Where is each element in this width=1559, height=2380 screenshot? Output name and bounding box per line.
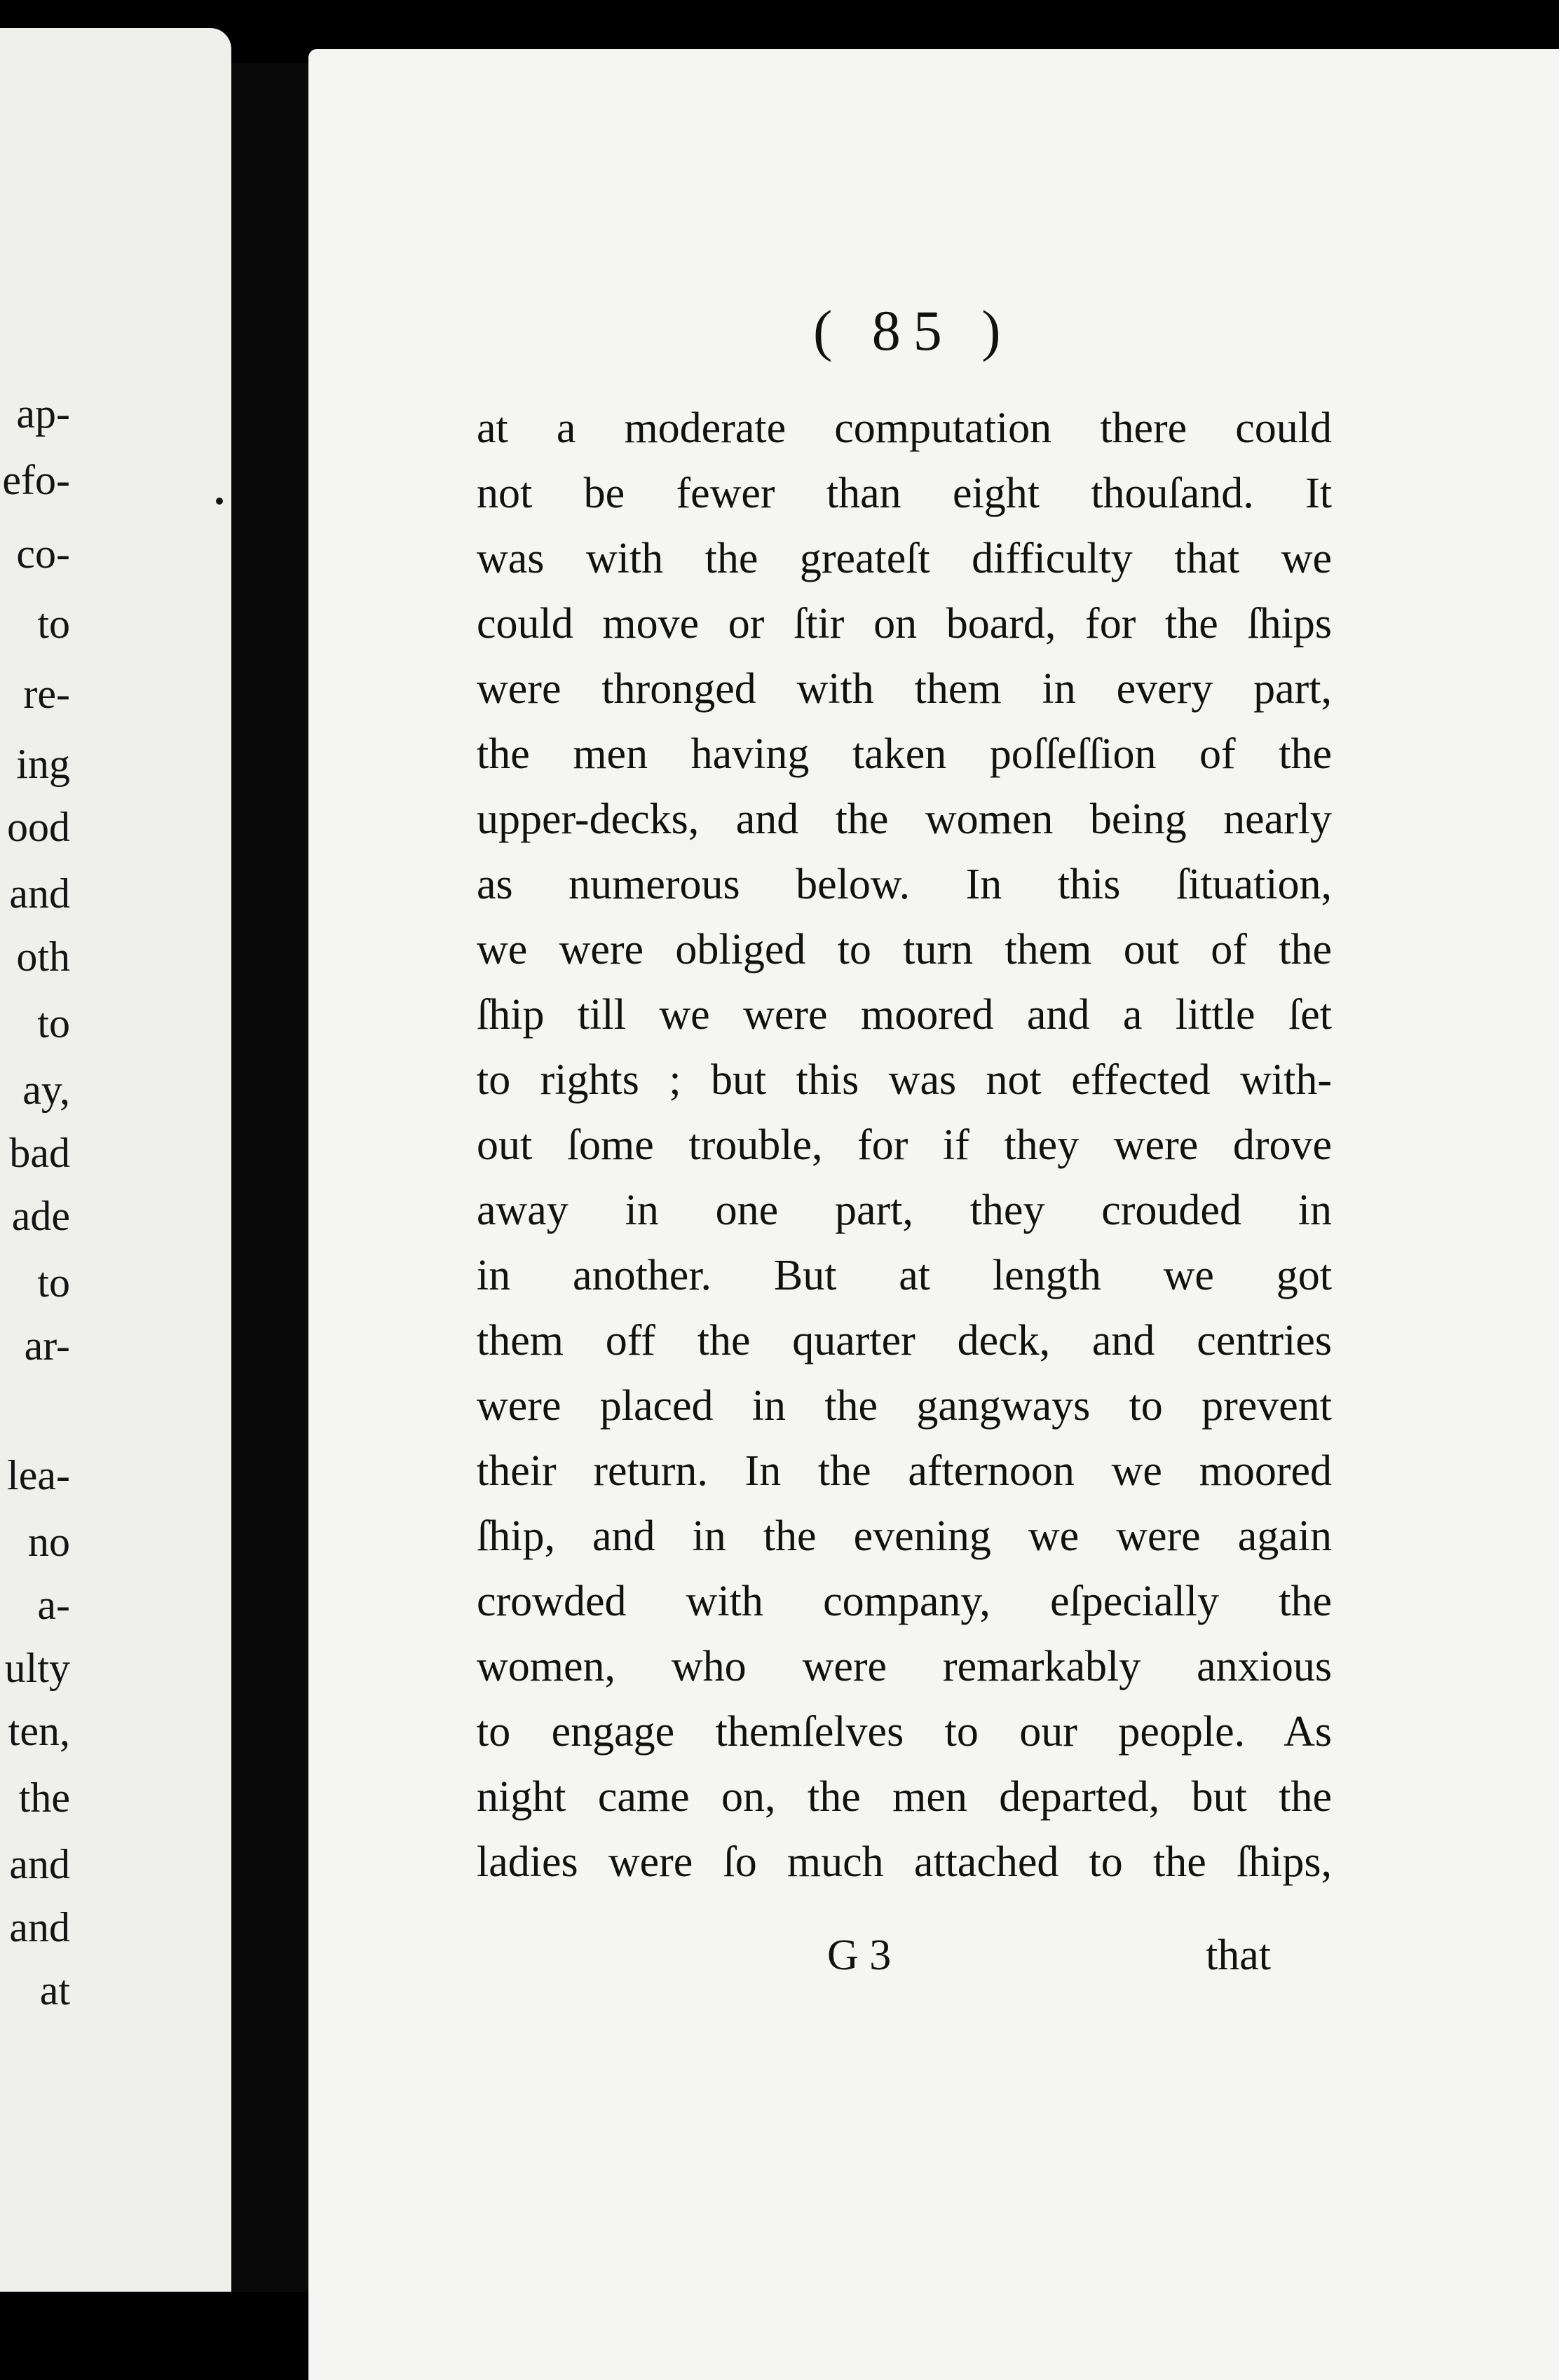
text-line: at a moderate computation there could (477, 404, 1332, 452)
text-line: night came on, the men departed, but the (477, 1773, 1332, 1821)
left-page (0, 28, 231, 2292)
left-line-fragment: efo- (2, 457, 70, 503)
left-line-fragment: and (9, 870, 70, 917)
left-line-fragment: the (18, 1774, 70, 1821)
left-line-fragment: lea- (7, 1452, 70, 1498)
text-line: out ſome trouble, for if they were drove (477, 1121, 1332, 1169)
book-gutter (231, 63, 308, 2292)
left-line-fragment: bad (9, 1130, 70, 1176)
text-line: ladies were ſo much attached to the ſhips, (477, 1838, 1332, 1886)
left-line-fragment: ulty (4, 1645, 70, 1691)
left-line-fragment: to (37, 1259, 70, 1306)
left-line-fragment: ar- (24, 1322, 70, 1369)
left-line-fragment: ten, (8, 1708, 70, 1754)
page-number: ( 85 ) (813, 299, 1014, 362)
left-line-fragment: ing (16, 741, 70, 787)
left-line-fragment: and (9, 1841, 70, 1887)
text-line: were placed in the gangways to prevent (477, 1382, 1332, 1430)
text-line: crowded with company, eſpecially the (477, 1578, 1332, 1625)
left-line-fragment: co- (16, 531, 70, 577)
text-line: ſhip till we were moored and a little ſet (477, 991, 1332, 1039)
text-line: ſhip, and in the evening we were again (477, 1512, 1332, 1560)
text-line: away in one part, they crouded in (477, 1186, 1332, 1234)
text-line: could move or ſtir on board, for the ſhips (477, 600, 1332, 648)
text-line: to engage themſelves to our people. As (477, 1708, 1332, 1756)
left-line-fragment: ood (7, 804, 70, 850)
left-line-fragment: to (37, 601, 70, 647)
text-line: as numerous below. In this ſituation, (477, 861, 1332, 908)
text-line: in another. But at length we got (477, 1252, 1332, 1299)
left-line-fragment: and (9, 1904, 70, 1950)
text-line: women, who were remarkably anxious (477, 1643, 1332, 1690)
left-line-fragment: no (28, 1519, 70, 1565)
left-line-fragment: a- (37, 1582, 70, 1628)
text-line: their return. In the afternoon we moored (477, 1447, 1332, 1495)
text-line: were thronged with them in every part, (477, 665, 1332, 713)
left-line-fragment: ade (11, 1193, 70, 1239)
text-line: not be fewer than eight thouſand. It (477, 470, 1332, 517)
text-line: to rights ; but this was not effected with- (477, 1056, 1332, 1104)
left-line-fragment: to (37, 1000, 70, 1046)
ink-speck (216, 498, 223, 505)
left-line-fragment: ap- (16, 390, 70, 437)
left-line-fragment: re- (23, 671, 70, 717)
left-line-fragment: at (39, 1967, 70, 2013)
text-line: upper-decks, and the women being nearly (477, 795, 1332, 843)
text-line: them off the quarter deck, and centries (477, 1317, 1332, 1365)
left-line-fragment: oth (16, 933, 70, 980)
left-line-fragment: ay, (22, 1067, 70, 1113)
text-line: the men having taken poſſeſſion of the (477, 730, 1332, 778)
text-line: we were obliged to turn them out of the (477, 926, 1332, 973)
catchword: that (1206, 1931, 1271, 1979)
signature-mark: G 3 (827, 1931, 892, 1979)
text-line: was with the greateſt difficulty that we (477, 535, 1332, 582)
